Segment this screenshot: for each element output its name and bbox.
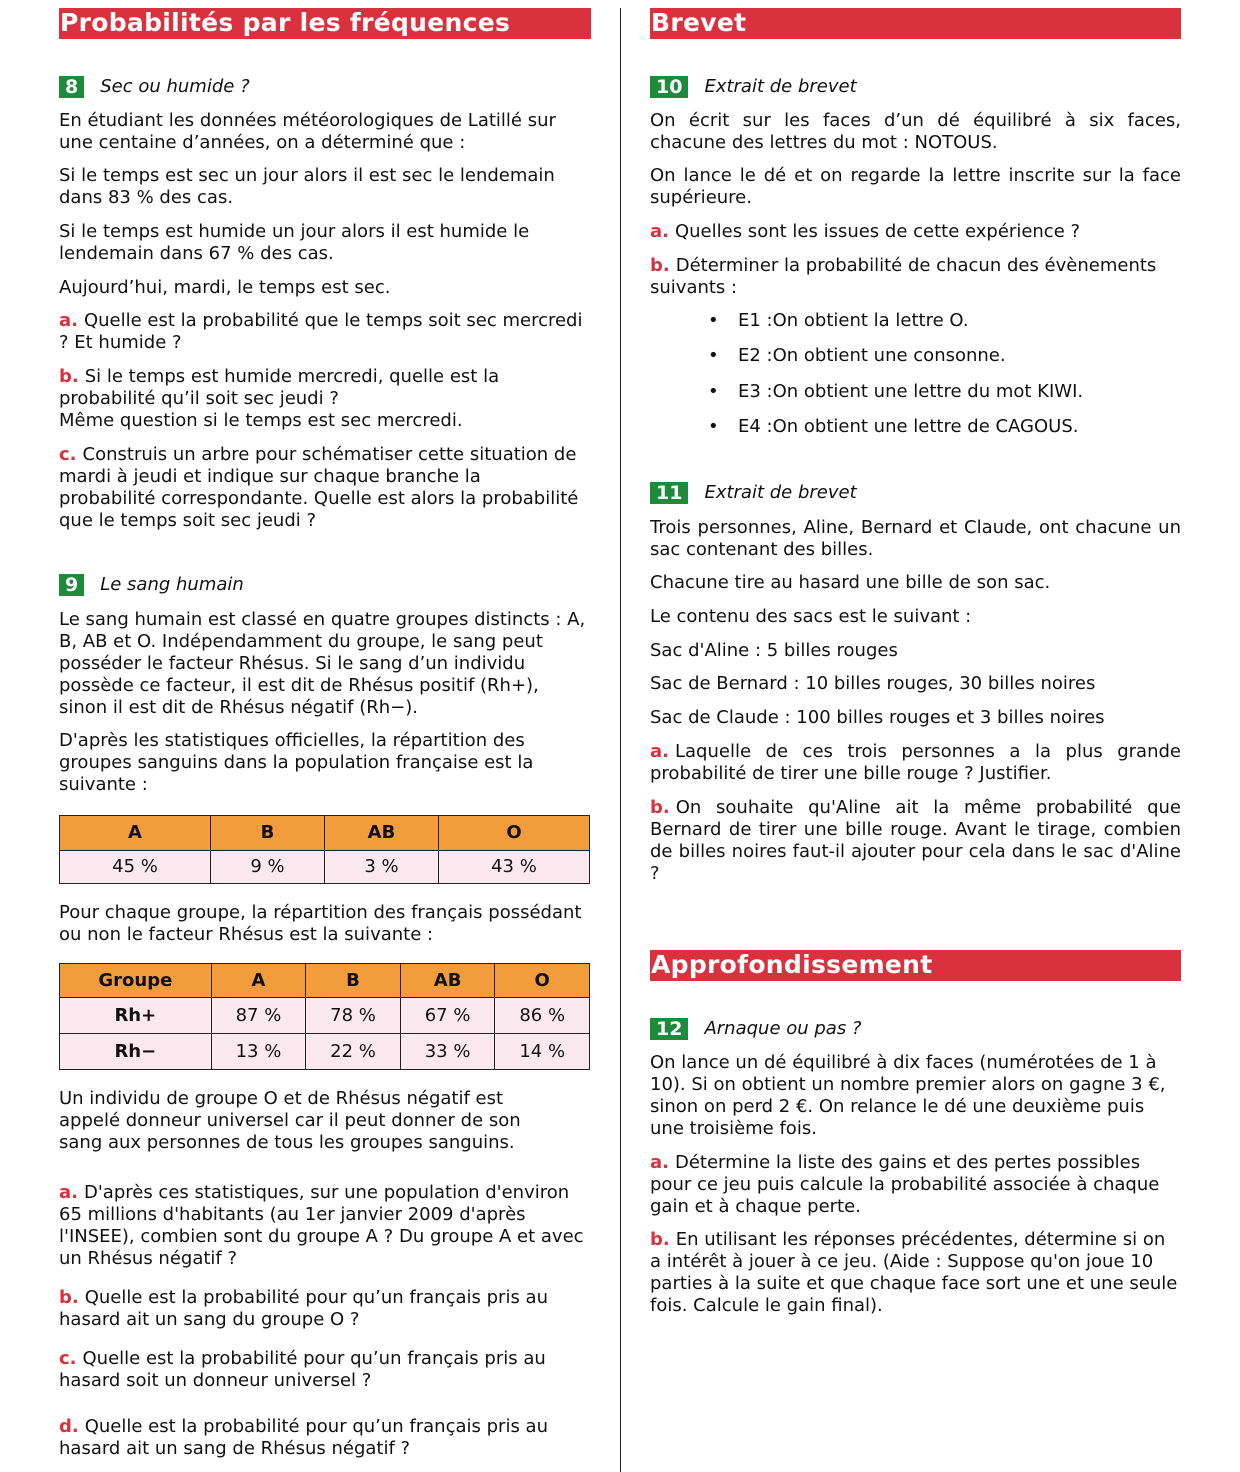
paragraph: Sac de Claude : 100 billes rouges et 3 billes noires <box>650 707 1105 728</box>
question-c <box>59 444 579 532</box>
question-label: c. <box>59 1348 77 1369</box>
question-b <box>650 1229 1181 1317</box>
table-cell: 9 % <box>211 851 325 884</box>
question-label: a. <box>650 1152 669 1173</box>
question-label: b. <box>59 1287 79 1308</box>
paragraph: Un individu de groupe O et de Rhésus négatif est appelé donneur universel car il peut donner de son sang aux personnes de tous les groupes sanguins. <box>59 1088 521 1153</box>
question-b <box>650 255 1181 299</box>
table-row-header: Rh− <box>60 1034 212 1070</box>
bullet-item: • E1 :On obtient la lettre O. <box>708 310 969 331</box>
table-cell: 13 % <box>211 1034 306 1070</box>
bullet-text: E2 :On obtient une consonne. <box>738 345 1006 366</box>
paragraph: On écrit sur les faces d’un dé équilibré à six faces, chacune des lettres du mot : NOTOUS. <box>650 110 1181 153</box>
question-a <box>650 1152 1181 1218</box>
table-cell: 22 % <box>306 1034 401 1070</box>
question-label: c. <box>59 444 77 465</box>
question-text: Quelle est la probabilité pour qu’un français pris au hasard ait un sang du groupe O ? <box>59 1287 548 1330</box>
table-header-cell: A <box>60 816 211 851</box>
column-divider <box>620 8 621 1472</box>
question-d <box>59 1416 591 1460</box>
exercise-title: Arnaque ou pas ? <box>704 1018 862 1039</box>
table-cell: 33 % <box>400 1034 495 1070</box>
exercise-number: 8 <box>59 76 84 98</box>
bullet-text: E1 :On obtient la lettre O. <box>738 310 969 331</box>
question-b <box>650 797 1181 885</box>
question-text: Quelle est la probabilité que le temps soit sec mercredi ? Et humide ? <box>59 310 583 353</box>
table-cell: 87 % <box>211 998 306 1034</box>
question-text: En utilisant les réponses précédentes, détermine si on a intérêt à jouer à ce jeu. (Aide : Suppose qu'on joue 10 parties à la suite et que chaque face sort une et une seule fois. Calcule le gain final). <box>650 1229 1178 1316</box>
table-header-cell: O <box>495 964 590 998</box>
bullet-text: E3 :On obtient une lettre du mot KIWI. <box>738 381 1084 402</box>
exercise-number: 10 <box>650 76 688 98</box>
question-label: b. <box>650 797 670 818</box>
exercise-title: Sec ou humide ? <box>100 76 250 97</box>
exercise-number: 11 <box>650 482 688 504</box>
question-text: Si le temps est humide mercredi, quelle est la probabilité qu’il soit sec jeudi ? <box>59 366 500 409</box>
table-header-cell: O <box>438 816 589 851</box>
question-text: Construis un arbre pour schématiser cette situation de mardi à jeudi et indique sur chaque branche la probabilité correspondante. Quelle est alors la probabilité que le temps soit sec jeudi ? <box>59 444 579 531</box>
paragraph: Chacune tire au hasard une bille de son sac. <box>650 572 1051 593</box>
table-header-cell: AB <box>324 816 438 851</box>
bullet-text: E4 :On obtient une lettre de CAGOUS. <box>738 416 1079 437</box>
exercise-12-header <box>650 1018 862 1040</box>
exercise-title: Extrait de brevet <box>704 76 857 97</box>
question-b <box>59 366 529 410</box>
question-c <box>59 1348 591 1392</box>
table-cell: 14 % <box>495 1034 590 1070</box>
bullet-item: • E4 :On obtient une lettre de CAGOUS. <box>708 416 1079 437</box>
paragraph: Si le temps est sec un jour alors il est sec le lendemain dans 83 % des cas. <box>59 165 555 208</box>
exercise-9-header <box>59 574 244 596</box>
question-a <box>59 310 591 354</box>
question-text: Quelles sont les issues de cette expérience ? <box>674 221 1081 242</box>
exercise-11-header <box>650 482 857 504</box>
question-label: a. <box>650 221 669 242</box>
question-label: a. <box>650 741 669 762</box>
question-text: On souhaite qu'Aline ait la même probabilité que Bernard de tirer une bille rouge. Avant le tirage, combien de billes noires faut-il ajouter pour cela dans le sac d'Aline ? <box>650 797 1181 884</box>
table-cell: 43 % <box>438 851 589 884</box>
question-a <box>650 741 1181 785</box>
section-title-approfondissement: Approfondissement <box>650 950 1181 981</box>
exercise-number: 9 <box>59 574 84 596</box>
table-row-header: Rh+ <box>60 998 212 1034</box>
blood-group-table <box>59 815 590 884</box>
exercise-8-header <box>59 76 250 98</box>
exercise-title: Extrait de brevet <box>704 482 857 503</box>
paragraph: Sac d'Aline : 5 billes rouges <box>650 640 898 661</box>
paragraph: D'après les statistiques officielles, la répartition des groupes sanguins dans la population française est la suivante : <box>59 730 534 795</box>
table-cell: 3 % <box>324 851 438 884</box>
paragraph: Le sang humain est classé en quatre groupes distincts : A, B, AB et O. Indépendamment du groupe, le sang peut posséder le facteur Rhésus. Si le sang d’un individu possède ce facteur, il est dit de Rhésus positif (Rh+), sinon il est dit de Rhésus négatif (Rh−). <box>59 609 586 718</box>
question-a <box>650 221 1181 243</box>
table-cell: 67 % <box>400 998 495 1034</box>
table-header-cell: Groupe <box>60 964 212 998</box>
question-label: d. <box>59 1416 79 1437</box>
question-b <box>59 1287 591 1331</box>
paragraph: On lance un dé équilibré à dix faces (numérotées de 1 à 10). Si on obtient un nombre premier alors on gagne 3 €, sinon on perd 2 €. On relance le dé une deuxième puis une troisième fois. <box>650 1052 1166 1139</box>
exercise-number: 12 <box>650 1018 688 1040</box>
section-title-brevet: Brevet <box>650 8 1181 39</box>
table-header-cell: A <box>211 964 306 998</box>
question-label: b. <box>650 255 670 276</box>
table-cell: 86 % <box>495 998 590 1034</box>
bullet-item: • E3 :On obtient une lettre du mot KIWI. <box>708 381 1084 402</box>
table-header-cell: AB <box>400 964 495 998</box>
paragraph: On lance le dé et on regarde la lettre inscrite sur la face supérieure. <box>650 165 1181 208</box>
paragraph: Le contenu des sacs est le suivant : <box>650 606 972 627</box>
question-a <box>59 1182 589 1270</box>
paragraph: Aujourd’hui, mardi, le temps est sec. <box>59 277 391 298</box>
bullet-item: • E2 :On obtient une consonne. <box>708 345 1006 366</box>
paragraph: En étudiant les données météorologiques de Latillé sur une centaine d’années, on a déterminé que : <box>59 110 556 153</box>
paragraph: Même question si le temps est sec mercredi. <box>59 410 463 431</box>
table-header-cell: B <box>211 816 325 851</box>
question-text: Quelle est la probabilité pour qu’un français pris au hasard ait un sang de Rhésus négatif ? <box>59 1416 548 1459</box>
table-cell: 78 % <box>306 998 401 1034</box>
paragraph: Trois personnes, Aline, Bernard et Claude, ont chacune un sac contenant des billes. <box>650 517 1181 560</box>
paragraph: Si le temps est humide un jour alors il est humide le lendemain dans 67 % des cas. <box>59 221 530 264</box>
table-header-cell: B <box>306 964 401 998</box>
question-text: D'après ces statistiques, sur une population d'environ 65 millions d'habitants (au 1er janvier 2009 d'après l'INSEE), combien sont du groupe A ? Du groupe A et avec un Rhésus négatif ? <box>59 1182 584 1269</box>
question-label: b. <box>650 1229 670 1250</box>
table-cell: 45 % <box>60 851 211 884</box>
rhesus-table <box>59 963 590 1070</box>
question-label: b. <box>59 366 79 387</box>
question-label: a. <box>59 1182 78 1203</box>
question-text: Détermine la liste des gains et des pertes possibles pour ce jeu puis calcule la probabilité associée à chaque gain et à chaque perte. <box>650 1152 1160 1217</box>
question-text: Déterminer la probabilité de chacun des évènements suivants : <box>650 255 1157 298</box>
section-title-probabilites: Probabilités par les fréquences <box>59 8 591 39</box>
question-label: a. <box>59 310 78 331</box>
question-text: Quelle est la probabilité pour qu’un français pris au hasard soit un donneur universel ? <box>59 1348 546 1391</box>
exercise-10-header <box>650 76 857 98</box>
paragraph: Sac de Bernard : 10 billes rouges, 30 billes noires <box>650 673 1096 694</box>
paragraph: Pour chaque groupe, la répartition des français possédant ou non le facteur Rhésus est la suivante : <box>59 902 582 945</box>
exercise-title: Le sang humain <box>100 574 244 595</box>
question-text: Laquelle de ces trois personnes a la plus grande probabilité de tirer une bille rouge ? Justifier. <box>650 741 1181 784</box>
